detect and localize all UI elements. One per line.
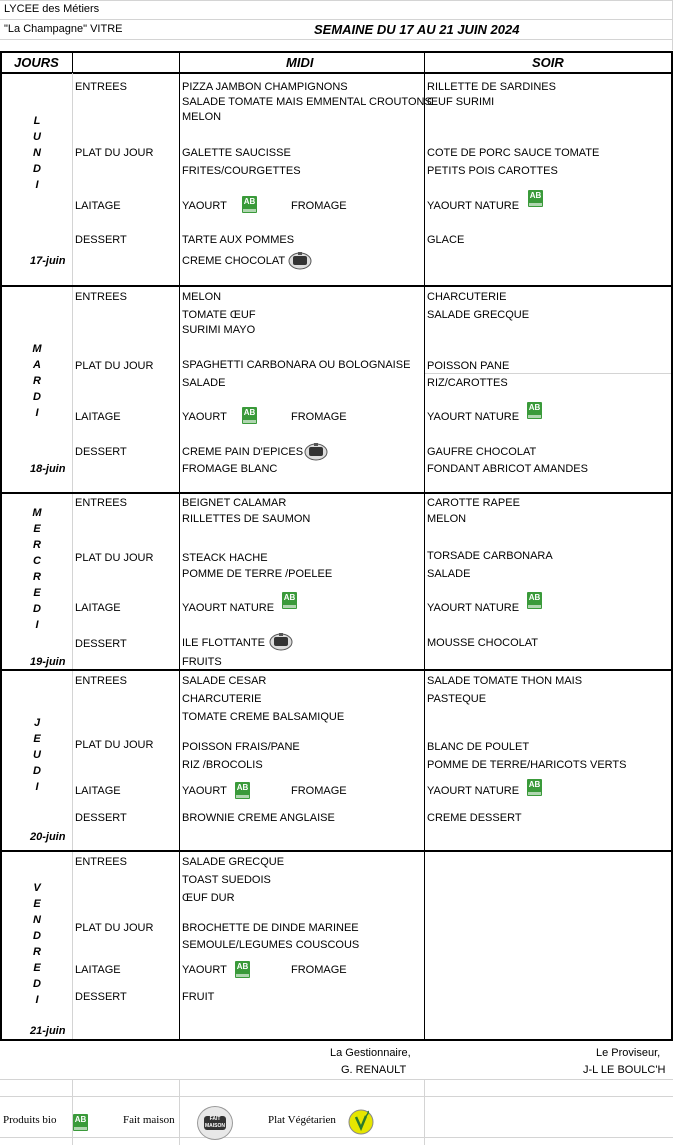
menu-item: CAROTTE RAPEE	[427, 497, 520, 509]
menu-item: SALADE CESAR	[182, 675, 267, 687]
menu-item: POMME DE TERRE/HARICOTS VERTS	[427, 759, 627, 771]
menu-item: POISSON PANE	[427, 360, 510, 372]
bio-icon: AB	[242, 196, 257, 213]
bio-icon: AB	[282, 592, 297, 609]
menu-item: TOAST SUEDOIS	[182, 874, 271, 886]
date-mardi: 18-juin	[30, 463, 66, 475]
menu-item: YAOURT	[182, 411, 227, 423]
menu-item: POMME DE TERRE /POELEE	[182, 568, 333, 580]
fait-maison-icon	[288, 250, 312, 270]
cat-plat: PLAT DU JOUR	[75, 552, 154, 564]
day-letters-lundi: L U N D I	[33, 115, 41, 191]
menu-item: GALETTE SAUCISSE	[182, 147, 291, 159]
cat-entrees: ENTREES	[75, 675, 127, 687]
header-midi: MIDI	[286, 55, 314, 70]
menu-item: FRUITS	[182, 656, 222, 668]
menu-item: FROMAGE	[291, 411, 347, 423]
menu-item: FROMAGE	[291, 785, 347, 797]
cat-entrees: ENTREES	[75, 291, 127, 303]
proviseur-title: Le Proviseur,	[596, 1047, 661, 1059]
menu-item: TOMATE CREME BALSAMIQUE	[182, 711, 345, 723]
menu-item: YAOURT	[182, 200, 227, 212]
bio-icon: AB	[73, 1114, 88, 1131]
menu-item: RIZ/CAROTTES	[427, 377, 508, 389]
cat-laitage: LAITAGE	[75, 200, 121, 212]
menu-item: PETITS POIS CAROTTES	[427, 165, 558, 177]
menu-item: FROMAGE BLANC	[182, 463, 278, 475]
legend-vege-label: Plat Végétarien	[268, 1114, 336, 1126]
menu-item: CHARCUTERIE	[427, 291, 507, 303]
cat-laitage: LAITAGE	[75, 602, 121, 614]
menu-item: SALADE	[427, 568, 471, 580]
vegetarian-icon	[347, 1108, 375, 1136]
menu-item: SPAGHETTI CARBONARA OU BOLOGNAISE	[182, 359, 411, 371]
fait-maison-icon	[269, 631, 293, 651]
menu-item: COTE DE PORC SAUCE TOMATE	[427, 147, 600, 159]
menu-item: CREME PAIN D'EPICES	[182, 446, 304, 458]
date-mercredi: 19-juin	[30, 656, 66, 668]
cat-laitage: LAITAGE	[75, 785, 121, 797]
menu-item: FROMAGE	[291, 200, 347, 212]
cat-laitage: LAITAGE	[75, 964, 121, 976]
menu-item: YAOURT	[182, 785, 227, 797]
menu-item: YAOURT NATURE	[427, 785, 520, 797]
menu-item: YAOURT	[182, 964, 227, 976]
legend-bio-label: Produits bio	[3, 1114, 57, 1126]
menu-item: SURIMI MAYO	[182, 324, 256, 336]
bio-icon: AB	[527, 779, 542, 796]
menu-item: PASTEQUE	[427, 693, 487, 705]
menu-item: RILLETTES DE SAUMON	[182, 513, 311, 525]
date-vendredi: 21-juin	[30, 1025, 66, 1037]
cat-plat: PLAT DU JOUR	[75, 147, 154, 159]
cat-dessert: DESSERT	[75, 638, 127, 650]
menu-item: STEACK HACHE	[182, 552, 268, 564]
menu-item: YAOURT NATURE	[427, 200, 520, 212]
cat-entrees: ENTREES	[75, 497, 127, 509]
menu-item: MELON	[182, 111, 222, 123]
bio-icon: AB	[527, 402, 542, 419]
gestionnaire-title: La Gestionnaire,	[330, 1047, 411, 1059]
day-letters-jeudi: J E U D I	[33, 717, 41, 793]
gestionnaire-name: G. RENAULT	[341, 1064, 407, 1076]
menu-item: RIZ /BROCOLIS	[182, 759, 263, 771]
cat-entrees: ENTREES	[75, 856, 127, 868]
menu-item: SALADE GRECQUE	[427, 309, 530, 321]
menu-item: MELON	[182, 291, 222, 303]
cat-dessert: DESSERT	[75, 812, 127, 824]
day-letters-mercredi: M E R C R E D I	[32, 507, 42, 631]
menu-item: ŒUF DUR	[182, 892, 235, 904]
bio-icon: AB	[528, 190, 543, 207]
menu-item: BEIGNET CALAMAR	[182, 497, 287, 509]
menu-item: ILE FLOTTANTE	[182, 637, 265, 649]
menu-item: FRUIT	[182, 991, 215, 1003]
menu-item: FONDANT ABRICOT AMANDES	[427, 463, 588, 475]
menu-item: GLACE	[427, 234, 465, 246]
day-letters-vendredi: V E N D R E D I	[33, 882, 41, 1006]
bio-icon: AB	[242, 407, 257, 424]
menu-item: FROMAGE	[291, 964, 347, 976]
menu-item: ŒUF SURIMI	[427, 96, 495, 108]
menu-item: YAOURT NATURE	[427, 602, 520, 614]
menu-item: CREME CHOCOLAT	[182, 255, 286, 267]
menu-item: CREME DESSERT	[427, 812, 522, 824]
cat-laitage: LAITAGE	[75, 411, 121, 423]
menu-item: TARTE AUX POMMES	[182, 234, 295, 246]
cat-dessert: DESSERT	[75, 234, 127, 246]
menu-item: YAOURT NATURE	[427, 411, 520, 423]
date-lundi: 17-juin	[30, 255, 66, 267]
menu-item: POISSON FRAIS/PANE	[182, 741, 300, 753]
menu-item: SALADE	[182, 377, 226, 389]
menu-item: TOMATE ŒUF	[182, 309, 256, 321]
menu-item: SEMOULE/LEGUMES COUSCOUS	[182, 939, 360, 951]
date-jeudi: 20-juin	[30, 831, 66, 843]
school-name: LYCEE des Métiers	[4, 3, 100, 15]
menu-item: CHARCUTERIE	[182, 693, 262, 705]
menu-item: SALADE GRECQUE	[182, 856, 285, 868]
proviseur-name: J-L LE BOULC'H	[583, 1064, 666, 1076]
page-title: SEMAINE DU 17 AU 21 JUIN 2024	[314, 22, 520, 37]
legend-fait-maison-label: Fait maison	[123, 1114, 175, 1126]
cat-entrees: ENTREES	[75, 81, 127, 93]
menu-item: RILLETTE DE SARDINES	[427, 81, 556, 93]
menu-item: MOUSSE CHOCOLAT	[427, 637, 539, 649]
fait-maison-badge: FAIT MAISON	[205, 1116, 225, 1129]
bio-icon: AB	[235, 782, 250, 799]
menu-item: SALADE TOMATE MAIS EMMENTAL CROUTONS	[182, 96, 432, 108]
cat-plat: PLAT DU JOUR	[75, 922, 154, 934]
menu-item: MELON	[427, 513, 467, 525]
menu-item: TORSADE CARBONARA	[427, 550, 553, 562]
menu-item: PIZZA JAMBON CHAMPIGNONS	[182, 81, 348, 93]
menu-item: BROCHETTE DE DINDE MARINEE	[182, 922, 359, 934]
menu-item: YAOURT NATURE	[182, 602, 275, 614]
menu-item: FRITES/COURGETTES	[182, 165, 301, 177]
fait-maison-icon	[304, 441, 328, 461]
school-location: "La Champagne" VITRE	[4, 23, 123, 35]
cat-dessert: DESSERT	[75, 991, 127, 1003]
day-letters-mardi: M A R D I	[32, 343, 42, 419]
bio-icon: AB	[235, 961, 250, 978]
header-soir: SOIR	[532, 55, 564, 70]
menu-item: BROWNIE CREME ANGLAISE	[182, 812, 335, 824]
cat-plat: PLAT DU JOUR	[75, 739, 154, 751]
header-jours: JOURS	[14, 55, 59, 70]
menu-item: BLANC DE POULET	[427, 741, 530, 753]
menu-item: GAUFRE CHOCOLAT	[427, 446, 537, 458]
bio-icon: AB	[527, 592, 542, 609]
fait-maison-icon	[197, 1106, 233, 1140]
cat-dessert: DESSERT	[75, 446, 127, 458]
menu-item: SALADE TOMATE THON MAIS	[427, 675, 583, 687]
cat-plat: PLAT DU JOUR	[75, 360, 154, 372]
